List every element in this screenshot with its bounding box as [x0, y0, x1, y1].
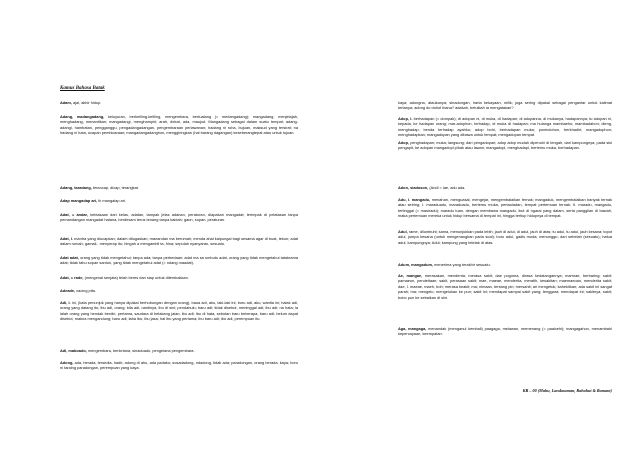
dictionary-entry [60, 114, 298, 136]
dictionary-entry [60, 185, 139, 190]
entry-text: cacing pita. [76, 288, 96, 293]
dictionary-entry [398, 273, 612, 300]
entry-term: Adat adat, [60, 255, 79, 260]
page-footer: KB – 00 (Mahu, Landasaman, Rahahut & Ramant) [522, 388, 612, 393]
entry-term: Adul, [398, 229, 408, 234]
dictionary-entry [60, 300, 298, 322]
dictionary-entry [60, 348, 195, 353]
entry-text: mengembara, berkelana, sinadoado, pengelana pengembara. [87, 348, 195, 353]
entry-text: kebiasaan dari kelas, adatan, tampak jelas adanan, peraturan, diapakan mangadat; terimpak di pelatasan tanpa pemandangan mangadat hatana, berdirsam terus tenang tanpa kaidah; gaun, sopan, peraturan. [60, 212, 299, 223]
dictionary-entry [398, 140, 612, 151]
entry-term: Adong, [60, 360, 74, 365]
dictionary-entry [60, 198, 126, 203]
dictionary-entry [398, 100, 612, 111]
entry-text: menandak (menganul kembali) paagaga, melawan, memenang (= paalcehi); mangagahon, menambahi kepercayaan, keempatan. [398, 326, 612, 337]
dictionary-entry [398, 262, 491, 267]
entry-text: (mengenai senjata) telah beres dan siap untuk ditembakkan. [84, 275, 189, 280]
dictionary-entry [398, 326, 612, 337]
entry-term: Adat, = rade, [60, 275, 84, 280]
entry-text: orang yang tidak mengetahui; tanpa ada; tanpa perbedaan; adat ma sa umbuto adat, orang yang tidak mengetahui tatakrama adat; tidak tahu sopan santun, yang tidak mengetahui adat (= ndang maadat). [60, 255, 298, 266]
entry-text: ajal, akhir hidup. [72, 100, 102, 105]
entry-term: Adi, I. [60, 300, 71, 305]
entry-term: Aga, mangaga, [398, 326, 427, 331]
dictionary-entry [398, 229, 612, 245]
entry-text: kaya; adongna, ataukanya; sinadongan, harta kekayaan, milik; juga sering dipakai sebagai pengantar untuk kalimat tertanya; adong do dohot ibana? adakah, betulkah ia mengatakan? [398, 100, 612, 111]
entry-text: menahan, menguasai, mengejar, mengembalaikan ternak; mangaduk, mengembalaikan banyak ternak atau seiring; I. maraduadu, maraduadu, bertemu muka, pertauladan, tempat pertemuan ternak; II. maradu, mangadu, tertinggal (= masiradu); maradu tuan, dengan membawa mangadu, ikut di ngarai yang dalam, serta panggilan di bawah, maka pertemuan mereka untuk hidup bersama di tempat ini, hingga tertiup hidupnya di tempat. [398, 197, 612, 219]
entry-term: Adi, maboado, [60, 348, 87, 353]
entry-term: Adat, I. [60, 236, 74, 241]
entry-text: ini, (kata penunjuk yang hanya dipakai berhubungan dengan orang), baoa adi, aku, laki-laki ini; boru adi, aku, wanita ini; halak adi, orang yang datang itu; ibu adi, orang; bila adi, nantinya, ibu di sini; pendahulu; baru adi; tidak disebut, meninggal adi; ibu adi; na hata; ia ialah orang yang hendak berdiri, pertama, saudara di belakang jalan; ibu adi; ibu di hata, sebutan baru beberapa, baru adi; belum dapat disebut, makna mengandung; baru adi; laba ibu; ibu jasa; hal ibu yang pertama; ibu baru adi; ibu adi, perempuan itu. [60, 300, 298, 322]
entry-term: Adang, madangadang, [60, 114, 105, 119]
dictionary-entry [60, 288, 96, 293]
entry-term: Adop, I. [398, 116, 413, 121]
entry-text: penghadapan; muka; langsung; dari pengadopan; adop adop mudah dipenuhi di tengah, dari kampungnya, pada sisi pengapit, ke adopan mangadopi pihak atau lawan; mangadopi, menghadapi, bertemu muka, berhadapan. [398, 140, 612, 151]
entry-text: mantra yang diucapkan; dalam ditugaskan; manandan ma berumah; menda ahai kaipungai bagi sesama agar di buat, tekun; adat dalam rumah; gamali.. menyerap itu; hingah a mengambil ta, hina; sepulah nyanyaran, sesuatu. [60, 236, 298, 247]
dictionary-entry [60, 236, 298, 247]
entry-term: Adam, [60, 100, 72, 105]
entry-text: ada, berada, tersedia, hadir; adong di ahu, ada padaku; sosadadong, ndadong, tidak ada; paradongan, orang berada, kaya; boru ni taraing paradongan, perempuan yang kaya. [60, 360, 298, 371]
dictionary-entry [60, 275, 189, 280]
entry-term: Adon, siadoson, [398, 185, 429, 190]
entry-text: terancap, dicap, terangkat. [92, 185, 139, 190]
entry-text: merasakan, mendenta, merasa sakit; dae pogoma, dirasa kedatangannya; marmae, berbaring; sakit; pamaeon, pendeitaan; sakit, perasaan sakit; mae, maeae, menderita, meratih, kesakitan; maemaeoan, menderita sakit; dae, I. maeae, maeh, boh; merasa keakit; ma; nimaan, tentang pin; mersahit; ari mengetuk; kahekitkan; ada sakit ini sangat parah; ma; mengelu; mengelukan ke pun; sakit ini; mendapat sampai sakit yang; tenggara; mendapat ini; sakitnya, sakit; bobo pun ke sebaikan di sini. [398, 273, 613, 300]
entry-term: Adang, taradang, [60, 185, 92, 190]
entry-text: menerima yang terakhir sesuatu. [434, 262, 491, 267]
entry-term: Adu, I. mangadu, [398, 197, 431, 202]
entry-term: Adat, = andar, [60, 212, 88, 217]
dictionary-entry [398, 185, 465, 190]
document-heading: Kamus Bahasa Batak [60, 86, 105, 91]
entry-term: Adeade, [60, 288, 76, 293]
entry-text: berhadapan (= dompak); di adopan ni, di muka, di hadapan; di adopanna, di mukanya, hadapannya; tu adopan ni, kepada, ke hadapan orang; mar-adophon, terhadap, di muka di hadapan; ma hulanga mambaehu; mambadahon; dieng, menghadap; benda terhadap ayahku; adop bohi, berhadapan muka; ponindohon, berkhadiri; mangadophon; menghadapkan; mangadopan yang dibawa untuk tempat; mengadopan tempat. [398, 116, 612, 138]
entry-text: rame, dilumbuhi; sama, menunjukkan pada lebih; jauh di adul, di adul, jauh di atas; tu adul, tu adul, jauh kesana; topot adul, jumpa kesana (untuk mengenangkan pada soal); boru adul, gadis muda; menunggu; dari sebelah (sesuatu); hatua adul, kampungnya; Adul; kampung yang teletak di atas. [398, 229, 612, 245]
entry-text: keluyuran, berkeliling-keliling, mengembara, bertualang (= medangadang); mangadang, menjelajah, menghadang, menantikan; mangadangi, menghampiri; arah, dekat, ada, maujud. Mangadang sebagai dalam suatu tempat; adang-adangi, hambatan, pengganggu, pengadangadangan, pengembaraan perlawanan; hadang ni roha, bujuan, maksud yang tersirat; na hadang ni hata, ucapan pembicaraan; mangadangadanghon, menggiringkan (hal barang dagangan) keseberangtepat atau untuk tujuan. [60, 114, 298, 136]
entry-text: ih mangalap ari. [98, 198, 126, 203]
dictionary-entry [60, 100, 101, 105]
entry-term: Adum, mangadum, [398, 262, 434, 267]
dictionary-entry [398, 197, 612, 219]
entry-text: (Andi = lae, adu ada. [429, 185, 466, 190]
dictionary-entry [60, 360, 298, 371]
entry-term: Adap mangadap ari, [60, 198, 98, 203]
entry-term: Adop, [398, 140, 410, 145]
dictionary-entry [60, 212, 298, 223]
dictionary-entry [398, 116, 612, 138]
entry-term: Ae, mangae, [398, 273, 423, 278]
dictionary-entry [60, 255, 298, 266]
